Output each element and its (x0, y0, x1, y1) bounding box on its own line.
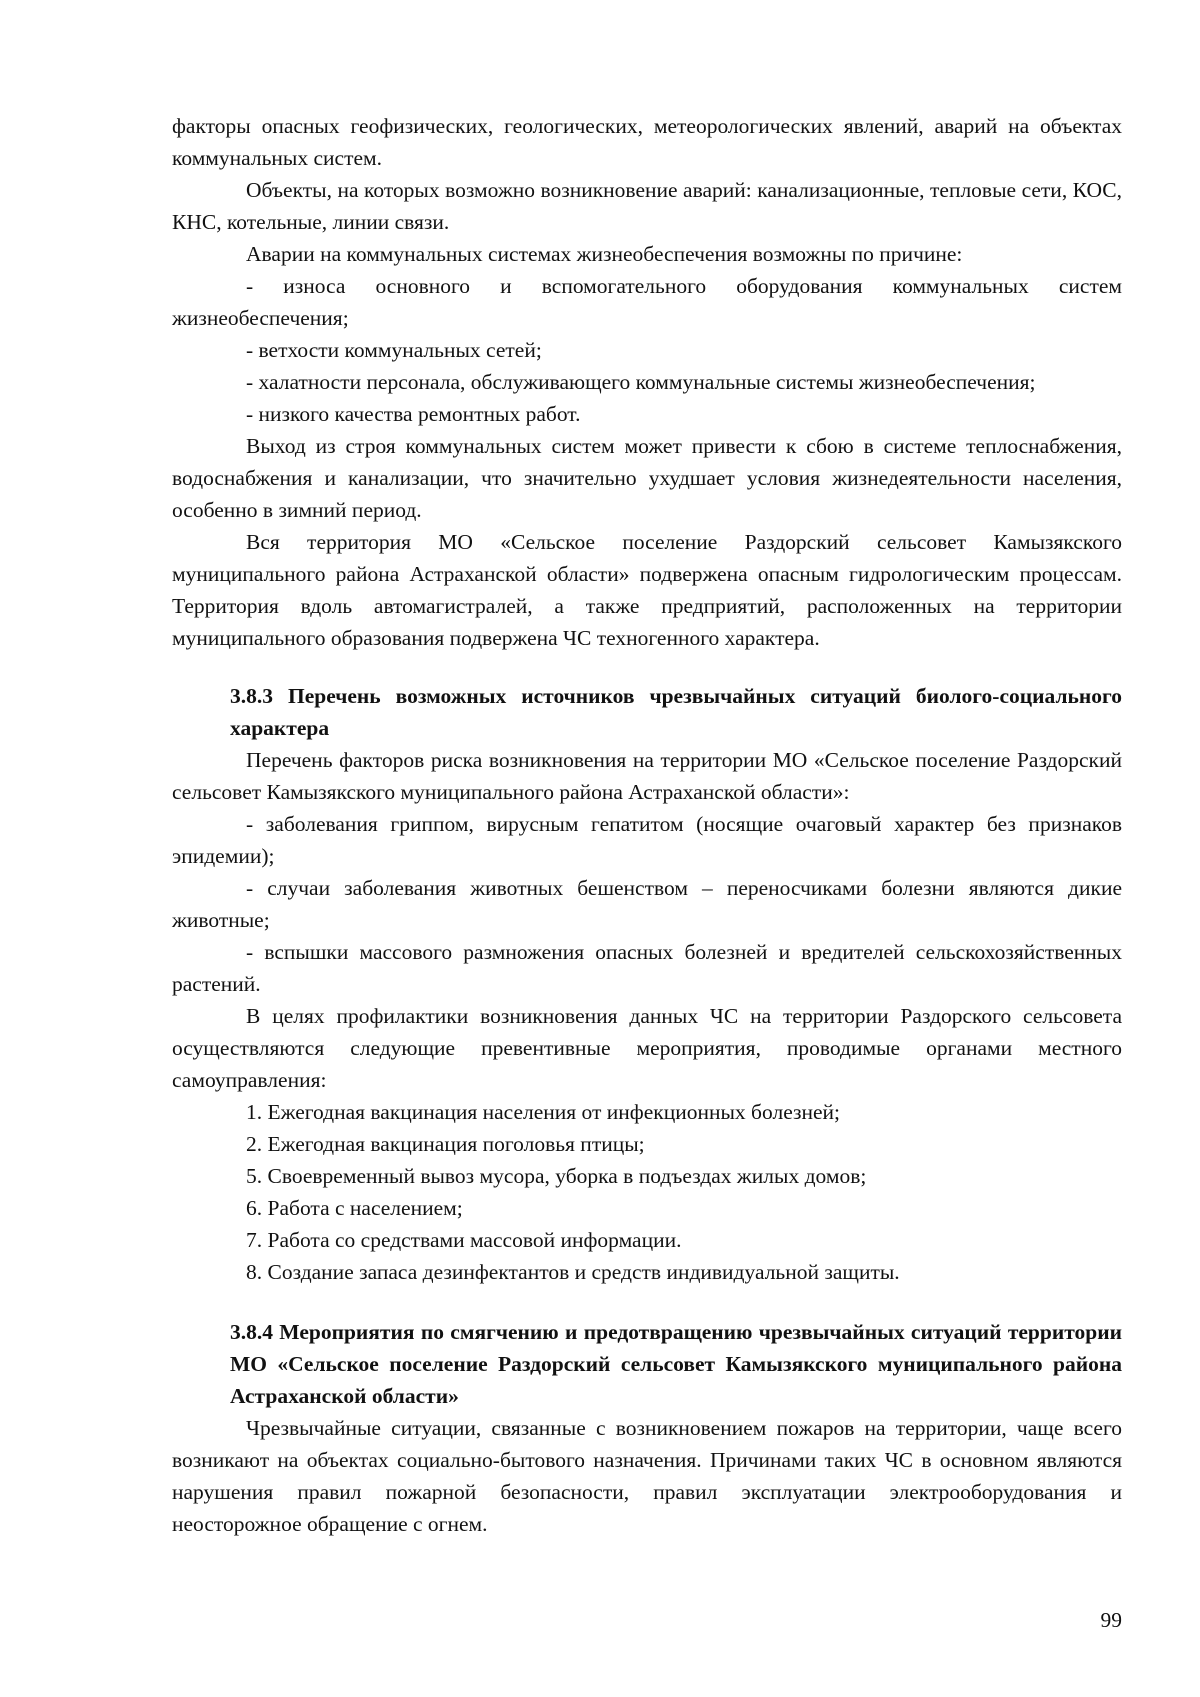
paragraph-prevention-measures: В целях профилактики возникновения данных ЧС на территории Раздорского сельсовета осуществляются следующие превентивные мероприятия, проводимые органами местного самоуправления: (172, 1004, 1122, 1092)
list-item-waste-removal: 5. Своевременный вывоз мусора, уборка в подъездах жилых домов; (246, 1164, 867, 1188)
paragraph-territory-exposure: Вся территория МО «Сельское поселение Раздорский сельсовет Камызякского муниципального района Астраханской области» подвержена опасным гидрологическим процессам. Территория вдоль автомагистралей, а также предприятий, расположенных на территории муниципального образования подвержена ЧС техногенного характера. (172, 530, 1122, 650)
list-item-equipment-wear: - износа основного и вспомогательного оборудования коммунальных систем жизнеобеспечения; (172, 274, 1122, 330)
section-heading-3-8-4: 3.8.4 Мероприятия по смягчению и предотвращению чрезвычайных ситуаций территории МО «Сельское поселение Раздорский сельсовет Камызякского муниципального района Астраханской области» (230, 1320, 1122, 1408)
paragraph-hazard-factors: факторы опасных геофизических, геологических, метеорологических явлений, аварий на объектах коммунальных систем. (172, 114, 1122, 170)
paragraph-accident-objects: Объекты, на которых возможно возникновение аварий: канализационные, тепловые сети, КОС, КНС, котельные, линии связи. (172, 178, 1122, 234)
list-item-staff-negligence: - халатности персонала, обслуживающего коммунальные системы жизнеобеспечения; (246, 370, 1036, 394)
list-item-media-work: 7. Работа со средствами массовой информации. (246, 1228, 682, 1252)
list-item-vaccination-poultry: 2. Ежегодная вакцинация поголовья птицы; (246, 1132, 645, 1156)
list-item-network-decay: - ветхости коммунальных сетей; (246, 338, 542, 362)
list-item-pests: - вспышки массового размножения опасных болезней и вредителей сельскохозяйственных растений. (172, 940, 1122, 996)
section-heading-3-8-3: 3.8.3 Перечень возможных источников чрезвычайных ситуаций биолого-социального характера (230, 684, 1122, 740)
section-spacer (172, 654, 1122, 680)
list-item-repair-quality: - низкого качества ремонтных работ. (246, 402, 581, 426)
list-item-influenza: - заболевания гриппом, вирусным гепатитом (носящие очаговый характер без признаков эпидемии); (172, 812, 1122, 868)
paragraph-accident-causes-intro: Аварии на коммунальных системах жизнеобеспечения возможны по причине: (246, 242, 963, 266)
page-number: 99 (1100, 1608, 1122, 1632)
list-item-vaccination-population: 1. Ежегодная вакцинация населения от инфекционных болезней; (246, 1100, 841, 1124)
list-item-rabies: - случаи заболевания животных бешенством – переносчиками болезни являются дикие животные; (172, 876, 1122, 932)
paragraph-system-failure: Выход из строя коммунальных систем может привести к сбою в системе теплоснабжения, водоснабжения и канализации, что значительно ухудшает условия жизнедеятельности населения, особенно в зимний период. (172, 434, 1122, 522)
paragraph-risk-factors-intro: Перечень факторов риска возникновения на территории МО «Сельское поселение Раздорский сельсовет Камызякского муниципального района Астраханской области»: (172, 748, 1122, 804)
section-spacer (172, 1288, 1122, 1316)
list-item-public-work: 6. Работа с населением; (246, 1196, 463, 1220)
document-page (172, 110, 1122, 1540)
paragraph-fire-emergencies: Чрезвычайные ситуации, связанные с возникновением пожаров на территории, чаще всего возникают на объектах социально-бытового назначения. Причинами таких ЧС в основном являются нарушения правил пожарной безопасности, правил эксплуатации электрооборудования и неосторожное обращение с огнем. (172, 1416, 1122, 1536)
list-item-disinfectant-reserve: 8. Создание запаса дезинфектантов и средств индивидуальной защиты. (246, 1260, 900, 1284)
